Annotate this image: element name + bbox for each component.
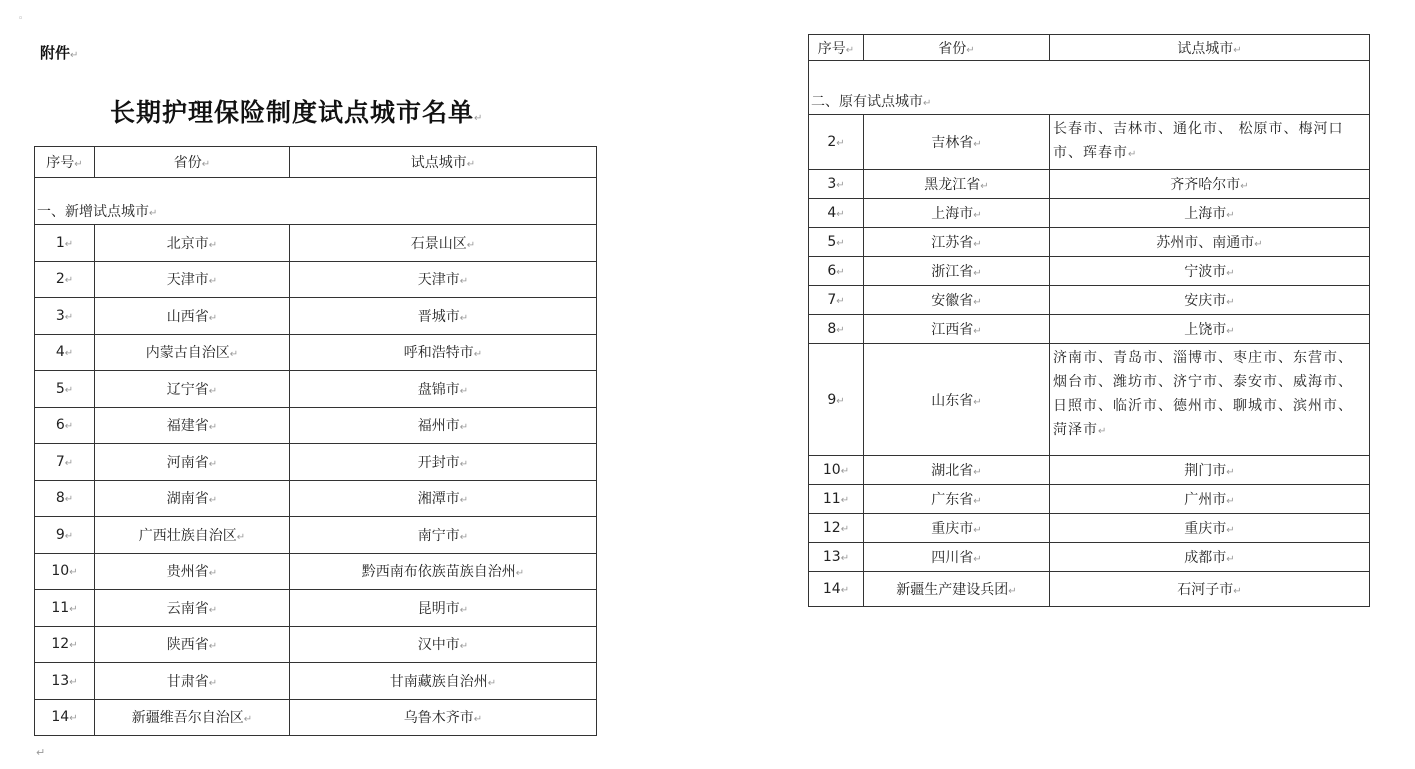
cell-index: 6↵ [809,257,864,286]
table-row [35,553,597,590]
cell-index: 10↵ [35,553,95,590]
header-cities: 试点城市↵ [290,147,597,178]
cell-province: 山西省↵ [95,298,290,335]
table-row [35,444,597,481]
cell-province: 天津市↵ [95,261,290,298]
pilot-cities-table-original [808,34,1370,607]
cell-cities: 上饶市↵ [1050,315,1370,344]
cell-cities: 昆明市↵ [290,590,597,627]
cell-province: 新疆维吾尔自治区↵ [95,699,290,736]
cell-index: 12↵ [35,626,95,663]
cell-cities: 成都市↵ [1050,543,1370,572]
section-heading-new: 一、新增试点城市↵ [35,178,597,225]
section-heading-row [35,178,597,225]
attachment-label: 附件↵ [40,44,79,62]
table-row [35,699,597,736]
cell-province: 北京市↵ [95,225,290,262]
table-row [809,543,1370,572]
cell-index: 3↵ [809,170,864,199]
cell-cities: 天津市↵ [290,261,597,298]
cell-province: 上海市↵ [864,199,1050,228]
cell-index: 3↵ [35,298,95,335]
cell-province: 甘肃省↵ [95,663,290,700]
table-row [809,170,1370,199]
table-row [35,371,597,408]
cell-index: 5↵ [809,228,864,257]
table-row [35,261,597,298]
cell-province: 湖南省↵ [95,480,290,517]
cell-index: 7↵ [809,286,864,315]
cell-province: 江西省↵ [864,315,1050,344]
table-row [809,315,1370,344]
header-cities: 试点城市↵ [1050,35,1370,61]
cell-index: 11↵ [809,485,864,514]
header-index: 序号↵ [809,35,864,61]
cell-cities: 开封市↵ [290,444,597,481]
table-row [35,517,597,554]
cell-cities: 齐齐哈尔市↵ [1050,170,1370,199]
cell-index: 9↵ [809,344,864,456]
cell-index: 2↵ [809,115,864,170]
cell-index: 6↵ [35,407,95,444]
cell-cities: 盘锦市↵ [290,371,597,408]
cell-index: 2↵ [35,261,95,298]
document-page-left [0,0,640,769]
cell-province: 广东省↵ [864,485,1050,514]
cell-province: 四川省↵ [864,543,1050,572]
table-row [809,257,1370,286]
section-heading-row [809,61,1370,115]
cell-cities: 黔西南布依族苗族自治州↵ [290,553,597,590]
cell-province: 重庆市↵ [864,514,1050,543]
table-row [809,514,1370,543]
cell-province: 陕西省↵ [95,626,290,663]
header-index: 序号↵ [35,147,95,178]
cell-cities: 南宁市↵ [290,517,597,554]
paragraph-mark-icon: ↵ [36,746,46,759]
cell-cities: 甘南藏族自治州↵ [290,663,597,700]
table-row [809,572,1370,607]
cell-province: 贵州省↵ [95,553,290,590]
cell-cities: 上海市↵ [1050,199,1370,228]
cell-province: 河南省↵ [95,444,290,481]
cell-index: 1↵ [35,225,95,262]
table-row [809,199,1370,228]
cell-cities: 重庆市↵ [1050,514,1370,543]
cell-province: 山东省↵ [864,344,1050,456]
table-row [809,115,1370,170]
pilot-cities-table-new [34,146,597,736]
cell-cities: 晋城市↵ [290,298,597,335]
cell-cities: 呼和浩特市↵ [290,334,597,371]
table-header-row [35,147,597,178]
cell-province: 黑龙江省↵ [864,170,1050,199]
table-row [35,334,597,371]
cell-index: 13↵ [809,543,864,572]
cell-province: 湖北省↵ [864,456,1050,485]
paragraph-mark-icon: ◦ [18,14,24,24]
section-heading-original: 二、原有试点城市↵ [809,61,1370,115]
cell-province: 云南省↵ [95,590,290,627]
cell-cities: 安庆市↵ [1050,286,1370,315]
table-row [809,485,1370,514]
cell-cities: 宁波市↵ [1050,257,1370,286]
cell-cities: 汉中市↵ [290,626,597,663]
cell-cities: 济南市、青岛市、淄博市、枣庄市、东营市、烟台市、潍坊市、济宁市、泰安市、威海市、日照市、临沂市、德州市、聊城市、滨州市、菏泽市↵ [1050,344,1370,456]
cell-cities: 广州市↵ [1050,485,1370,514]
cell-province: 广西壮族自治区↵ [95,517,290,554]
cell-province: 辽宁省↵ [95,371,290,408]
cell-index: 10↵ [809,456,864,485]
table-row [35,663,597,700]
table-row [35,225,597,262]
header-province: 省份↵ [95,147,290,178]
cell-index: 11↵ [35,590,95,627]
cell-index: 7↵ [35,444,95,481]
cell-cities: 荆门市↵ [1050,456,1370,485]
cell-index: 14↵ [35,699,95,736]
cell-index: 13↵ [35,663,95,700]
table-row [809,286,1370,315]
cell-index: 4↵ [35,334,95,371]
cell-index: 9↵ [35,517,95,554]
cell-province: 浙江省↵ [864,257,1050,286]
cell-province: 吉林省↵ [864,115,1050,170]
page-title: 长期护理保险制度试点城市名单↵ [110,98,484,127]
table-row [809,228,1370,257]
cell-index: 4↵ [809,199,864,228]
table-row [809,344,1370,456]
cell-index: 8↵ [809,315,864,344]
cell-province: 内蒙古自治区↵ [95,334,290,371]
cell-index: 14↵ [809,572,864,607]
table-row [35,298,597,335]
table-row [35,590,597,627]
cell-cities: 苏州市、南通市↵ [1050,228,1370,257]
table-row [35,626,597,663]
cell-cities: 湘潭市↵ [290,480,597,517]
table-header-row [809,35,1370,61]
cell-province: 福建省↵ [95,407,290,444]
cell-cities: 乌鲁木齐市↵ [290,699,597,736]
cell-cities: 石河子市↵ [1050,572,1370,607]
cell-province: 安徽省↵ [864,286,1050,315]
cell-cities: 福州市↵ [290,407,597,444]
table-row [35,407,597,444]
cell-province: 江苏省↵ [864,228,1050,257]
cell-province: 新疆生产建设兵团↵ [864,572,1050,607]
table-row [809,456,1370,485]
cell-index: 12↵ [809,514,864,543]
header-province: 省份↵ [864,35,1050,61]
cell-index: 8↵ [35,480,95,517]
cell-index: 5↵ [35,371,95,408]
table-row [35,480,597,517]
cell-cities: 长春市、吉林市、通化市、 松原市、梅河口市、珲春市↵ [1050,115,1370,170]
cell-cities: 石景山区↵ [290,225,597,262]
